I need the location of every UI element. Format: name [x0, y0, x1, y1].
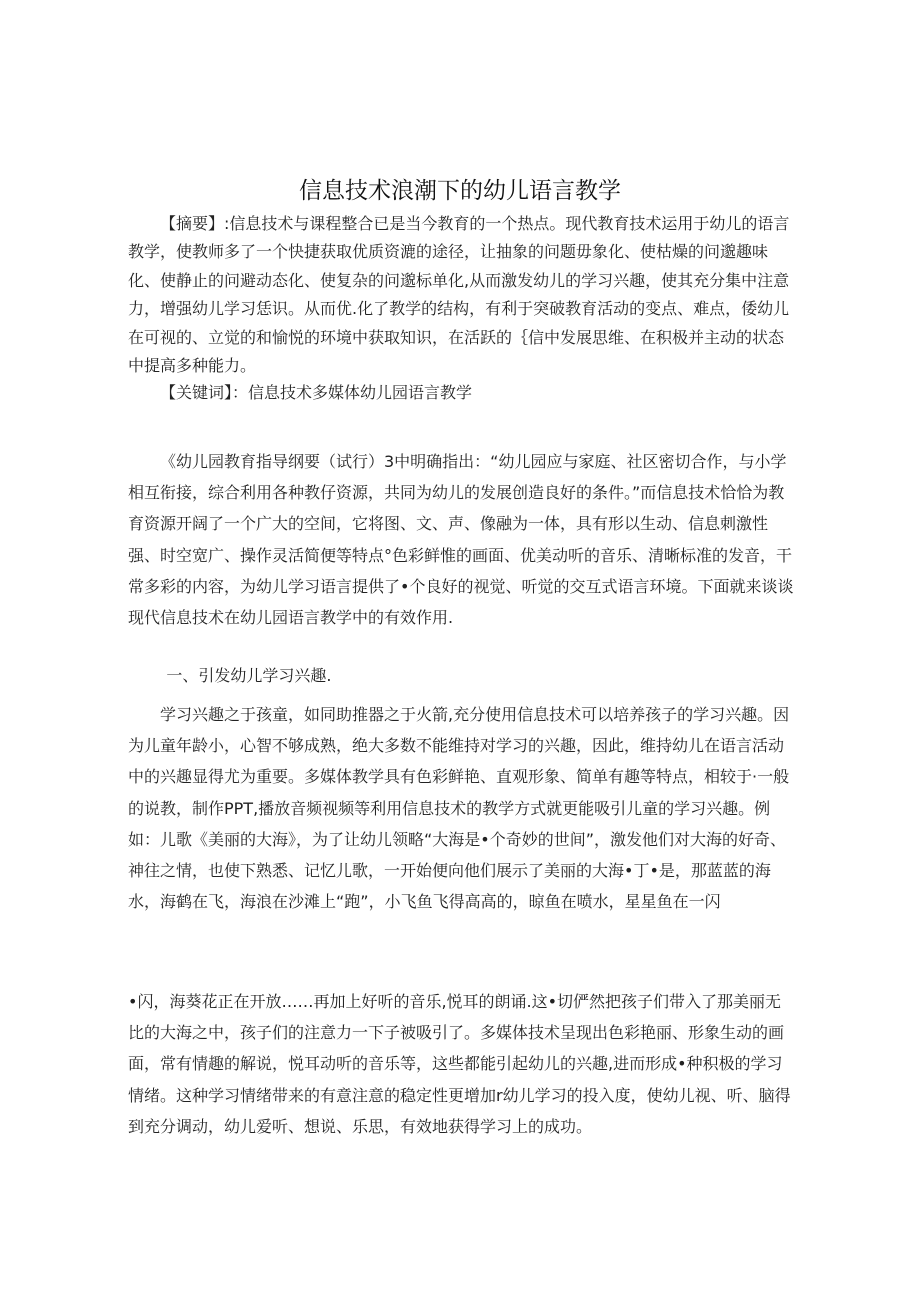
keywords-section — [128, 378, 794, 408]
abstract-section — [128, 210, 794, 380]
body-paragraph-continued: •闪，海葵花正在开放……再加上好听的音乐,悦耳的朗诵.这•切俨然把孩子们带入了那美丽无比的大海之中，孩子们的注意力一下子被吸引了。多媒体技术呈现出色彩艳丽、形象生动的画面，常有情趣的解说，悦耳动听的音乐等，这些都能引起幼儿的兴趣,进而形成•种积极的学习情绪。这种学习情绪带来的有意注意的稳定性更增加r幼儿学习的投入度，使幼儿视、听、脑得到充分调动，幼儿爱听、想说、乐思，有效地获得学习上的成功。 — [128, 992, 791, 1136]
abstract-paragraph: 【摘要】:信息技术与课程整合已是当今教育的一个热点。现代教育技术运用于幼儿的语言教学，使教师多了一个快捷获取优质资漉的途径，让抽象的问题毋象化、使枯燥的问邈趣味化、使静止的问避动态化、使复杂的问邈标单化,从而激发幼儿的学习兴趣，使其充分集中注意力，增强幼儿学习恁识。从而优.化了教学的结构，有利于突破教育活动的变点、难点，倭幼儿在可视的、立觉的和愉悦的环境中获取知识，在活跃的｛信中发展思维、在积极并主动的状态中提高多种能力。 — [128, 214, 790, 376]
body-section-1 — [128, 699, 794, 917]
intro-section — [128, 446, 794, 633]
body-section-2 — [128, 986, 794, 1142]
intro-paragraph: 《幼儿园教育指导纲要（试行）3中明确指出：“幼儿园应与家庭、社区密切合作，与小学相互衔接，综合利用各种教仔资源，共同为幼儿的发展创造良好的条件。”而信息技术恰恰为教育资源开阔了一个广大的空间，它将图、文、声、像融为一体，具有形以生动、信息刺激性强、时空宽广、操作灵活简便等特点°色彩鲜惟的画面、优美动听的音乐、清晰标准的发音，干常多彩的内容，为幼儿学习语言提供了•个良好的视觉、听觉的交互式语言环境。下面就来谈谈现代信息技术在幼儿园语言教学中的有效作用. — [128, 452, 794, 628]
keywords-line: 【关键词】：信息技术多媒体幼儿园语言教学 — [160, 383, 473, 402]
document-title: 信息技术浪潮下的幼儿语言教学 — [299, 178, 621, 204]
section-heading: 一、引发幼儿学习兴趣. — [166, 666, 332, 685]
section-heading-block — [128, 660, 794, 691]
body-paragraph: 学习兴趣之于孩童，如同助推器之于火箭,充分使用信息技术可以培养孩子的学习兴趣。因为儿童年龄小，心智不够成熟，绝大多数不能维持对学习的兴趣，因此，维持幼儿在语言活动中的兴趣显得尤为重要。多媒体教学具有色彩鲜艳、直观形象、简单有趣等特点，相较于·一般的说教，制作PPT,播放音频视频等利用信息技术的教学方式就更能吸引儿童的学习兴趣。例如：儿歌《美丽的大海》，为了让幼儿领略“大海是•个奇妙的世间”，激发他们对大海的好奇、神往之情，也使下熟悉、记忆儿歌，一开始便向他们展示了美丽的大海•丁•是，那蓝蓝的海水，海鹤在飞，海浪在沙滩上“跑”，小飞鱼飞得高高的，晾鱼在喷水，星星鱼在一闪 — [128, 705, 790, 912]
